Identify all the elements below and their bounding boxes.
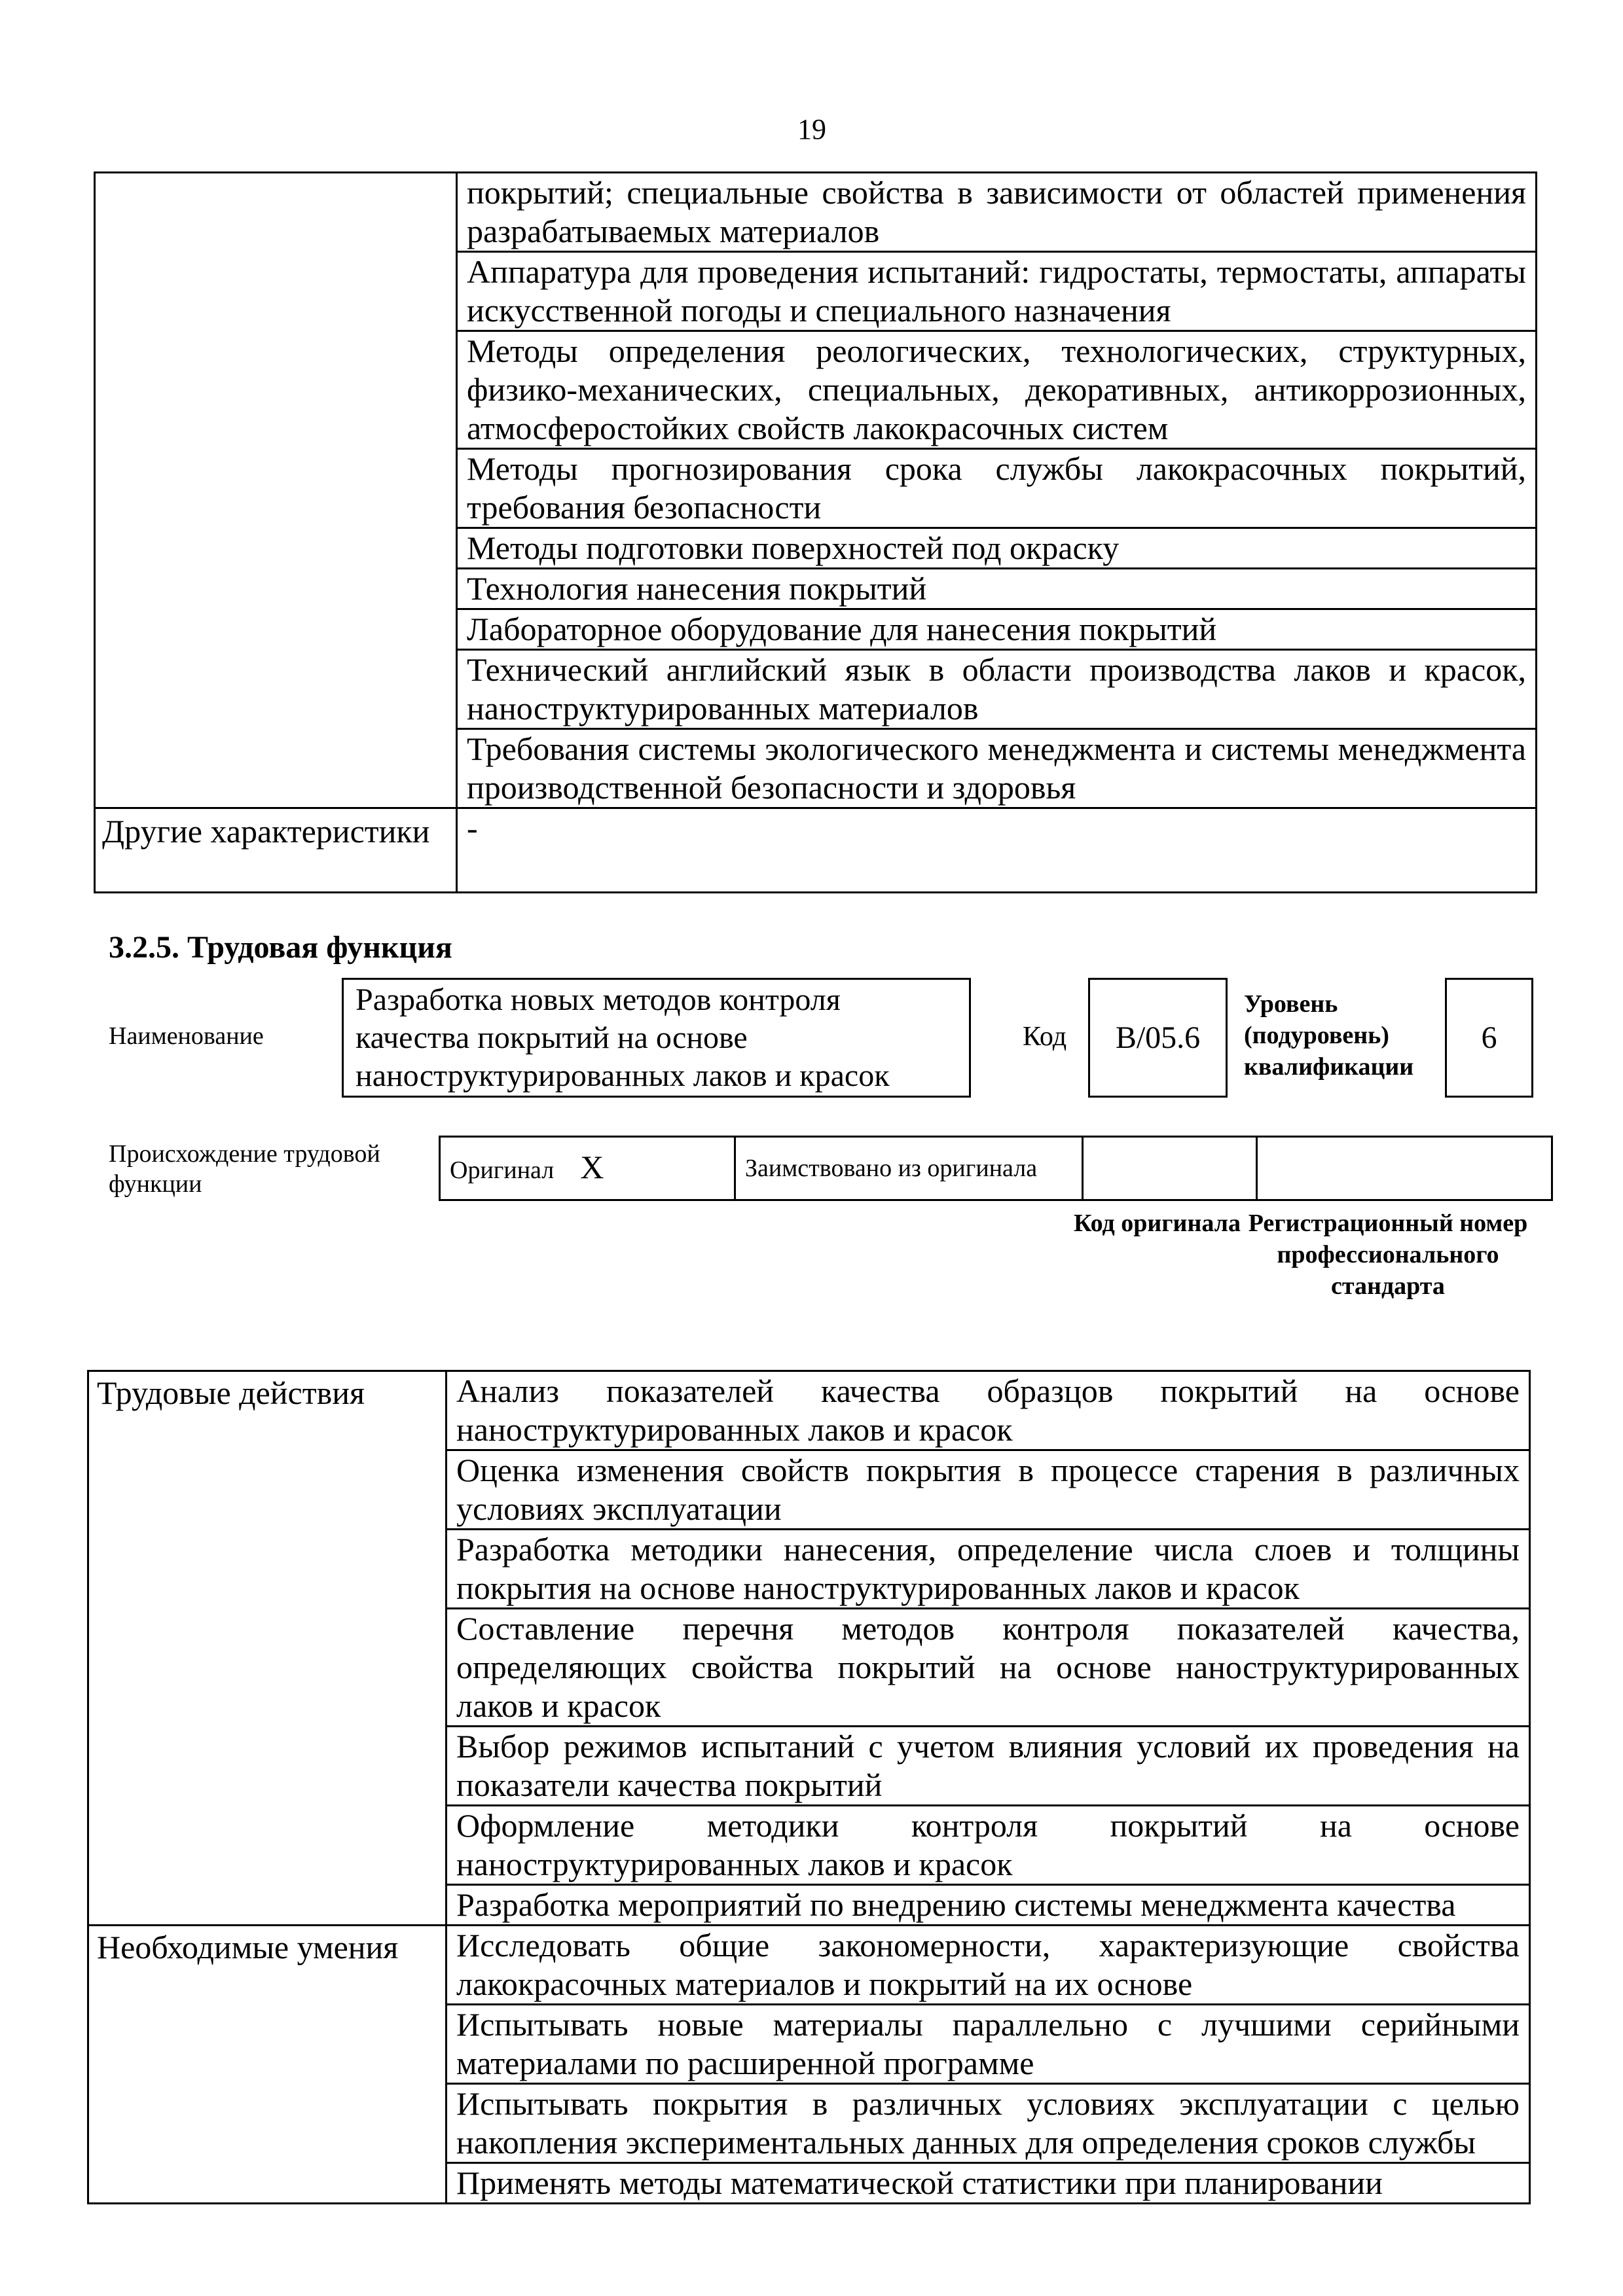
knowledge-item: Аппаратура для проведения испытаний: гидростаты, термостаты, аппараты искусственной погоды и специального назначения	[457, 252, 1537, 331]
code-label: Код	[1023, 1022, 1067, 1052]
borrowed-cell: Заимствовано из оригинала	[735, 1137, 1083, 1200]
labor-action-item: Анализ показателей качества образцов покрытий на основе наноструктурированных лаков и красок	[447, 1371, 1530, 1450]
code-original-cell	[1083, 1137, 1257, 1200]
skill-item: Исследовать общие закономерности, характеризующие свойства лакокрасочных материалов и покрытий на их основе	[447, 1926, 1530, 2005]
name-label: Наименование	[109, 1022, 264, 1050]
skill-item: Испытывать новые материалы параллельно с лучшими серийными материалами по расширенной программе	[447, 2005, 1530, 2084]
knowledge-item: Лабораторное оборудование для нанесения покрытий	[457, 609, 1537, 650]
knowledge-item: Технология нанесения покрытий	[457, 569, 1537, 609]
labor-action-item: Составление перечня методов контроля показателей качества, определяющих свойства покрытий на основе наноструктурированных лаков и красок	[447, 1609, 1530, 1727]
original-cell	[440, 1137, 735, 1200]
required-skills-label: Необходимые умения	[88, 1926, 447, 2204]
knowledge-item: покрытий; специальные свойства в зависимости от областей применения разрабатываемых материалов	[457, 173, 1537, 252]
knowledge-item: Методы прогнозирования срока службы лакокрасочных покрытий, требования безопасности	[457, 449, 1537, 528]
other-characteristics-value: -	[457, 808, 1537, 893]
knowledge-label-cell	[95, 173, 457, 808]
function-name-box: Разработка новых методов контроля качества покрытий на основе наноструктурированных лаков и красок	[342, 978, 971, 1098]
knowledge-item: Технический английский язык в области производства лаков и красок, наноструктурированных материалов	[457, 650, 1537, 729]
origin-table	[439, 1136, 1553, 1201]
code-value-box: B/05.6	[1088, 978, 1228, 1098]
labor-action-item: Разработка методики нанесения, определение числа слоев и толщины покрытия на основе наноструктурированных лаков и красок	[447, 1530, 1530, 1609]
original-label: Оригинал	[450, 1156, 555, 1184]
labor-action-item: Выбор режимов испытаний с учетом влияния условий их проведения на показатели качества покрытий	[447, 1727, 1530, 1806]
knowledge-item: Методы подготовки поверхностей под окраску	[457, 528, 1537, 569]
other-characteristics-label: Другие характеристики	[95, 808, 457, 893]
labor-action-item: Оценка изменения свойств покрытия в процессе старения в различных условиях эксплуатации	[447, 1450, 1530, 1530]
knowledge-item: Требования системы экологического менеджмента и системы менеджмента производственной безопасности и здоровья	[457, 729, 1537, 808]
page-number: 19	[797, 113, 826, 145]
knowledge-table	[94, 171, 1537, 893]
origin-label: Происхождение трудовой функции	[109, 1140, 380, 1198]
labor-action-item: Оформление методики контроля покрытий на основе наноструктурированных лаков и красок	[447, 1806, 1530, 1885]
knowledge-item: Методы определения реологических, технологических, структурных, физико-механических, специальных, декоративных, антикоррозионных, атмосферостойких свойств лакокрасочных систем	[457, 331, 1537, 449]
labor-action-item: Разработка мероприятий по внедрению системы менеджмента качества	[447, 1885, 1530, 1926]
reg-number-cell	[1257, 1137, 1552, 1200]
skill-item: Испытывать покрытия в различных условиях эксплуатации с целью накопления экспериментальных данных для определения сроков службы	[447, 2084, 1530, 2163]
reg-number-caption: Регистрационный номер профессионального стандарта	[1248, 1210, 1528, 1300]
actions-table	[87, 1370, 1531, 2204]
section-heading: 3.2.5. Трудовая функция	[109, 930, 452, 965]
code-original-caption: Код оригинала	[1073, 1210, 1241, 1237]
labor-actions-label: Трудовые действия	[88, 1371, 447, 1926]
skill-item: Применять методы математической статистики при планировании	[447, 2163, 1530, 2204]
level-value-box: 6	[1445, 978, 1533, 1098]
original-mark: X	[580, 1148, 604, 1185]
level-label: Уровень (подуровень) квалификации	[1244, 990, 1414, 1081]
